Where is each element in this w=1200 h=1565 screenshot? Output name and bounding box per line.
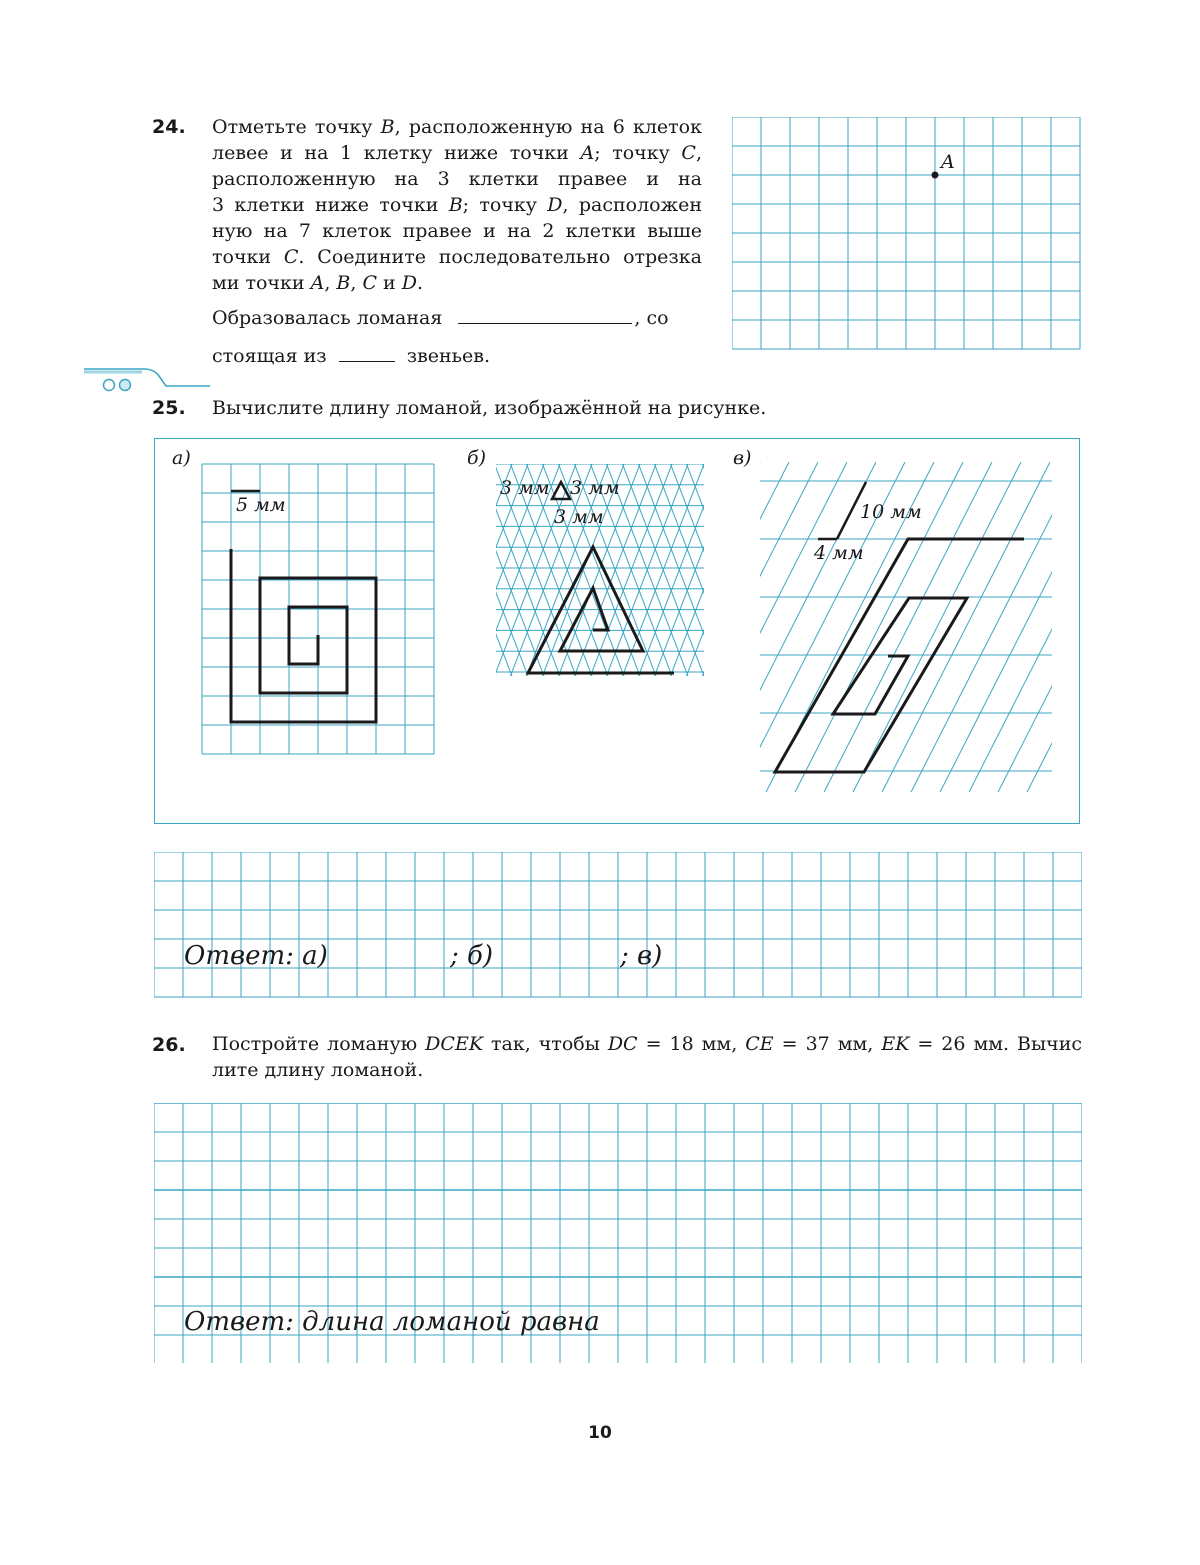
- task-26-text: [212, 1031, 1082, 1083]
- task-24-line: Отметьте точку B, расположенную на 6 клеток: [212, 116, 702, 138]
- task-25-text: Вычислите длину ломаной, изображённой на рисунке.: [212, 397, 767, 419]
- answer-text: звеньев.: [406, 345, 491, 367]
- answer-text: , со: [634, 307, 669, 329]
- task-25-answer-grid[interactable]: [154, 852, 1082, 1000]
- section-marker-icon: [84, 366, 214, 392]
- figure-b-label: б): [467, 447, 487, 469]
- task-24-line: ную на 7 клеток правее и на 2 клетки выше: [212, 220, 702, 242]
- task-24-text: [212, 114, 702, 296]
- task-26-line: Постройте ломаную DCEK так, чтобы DC = 18 мм, CE = 37 мм, EK = 26 мм. Вычис: [212, 1033, 1083, 1055]
- task-24-grid[interactable]: [732, 117, 1082, 351]
- task-25-answer-c: ; в): [620, 941, 663, 971]
- figure-b-scale-left: 3 мм: [500, 477, 550, 499]
- task-24-line: ми точки A, B, C и D.: [212, 272, 424, 294]
- figures-svg: [154, 438, 1080, 824]
- point-a-label: A: [941, 151, 955, 173]
- segment-count-blank[interactable]: [339, 361, 395, 362]
- figure-c: [592, 462, 1080, 792]
- figure-c-scale-horiz-label: 4 мм: [814, 542, 864, 564]
- task-24-line: левее и на 1 клетку ниже точки A; точку C,: [212, 142, 703, 164]
- page-number: 10: [588, 1423, 612, 1443]
- task-24-line: точки C. Соедините последовательно отрезка: [212, 246, 702, 268]
- figure-a-scale-label: 5 мм: [236, 494, 286, 516]
- polyline-name-blank[interactable]: [458, 323, 632, 324]
- task-25-answer-a: Ответ: а): [184, 941, 328, 971]
- figure-a-label: а): [172, 447, 191, 469]
- figure-c-label: в): [733, 447, 752, 469]
- task-24-answer-line-1: [212, 305, 702, 331]
- answer-text: Образовалась ломаная: [212, 307, 443, 329]
- task-26-line: лите длину ломаной.: [212, 1059, 424, 1081]
- task-26-answer: Ответ: длина ломаной равна: [184, 1307, 600, 1337]
- figure-c-scale-slant-label: 10 мм: [860, 501, 922, 523]
- task-25-number: 25.: [152, 397, 186, 419]
- figure-b-scale-right: 3 мм: [570, 477, 620, 499]
- task-25-answer-b: ; б): [450, 941, 494, 971]
- task-24-line: 3 клетки ниже точки B; точку D, расположен: [212, 194, 703, 216]
- task-24-number: 24.: [152, 116, 186, 138]
- answer-text: стоящая из: [212, 345, 327, 367]
- task-24-line: расположенную на 3 клетки правее и на: [212, 168, 702, 190]
- task-24-answer-line-2: [212, 343, 490, 369]
- figure-b-scale-bottom: 3 мм: [554, 506, 604, 528]
- task-26-number: 26.: [152, 1034, 186, 1056]
- point-a: [932, 172, 939, 179]
